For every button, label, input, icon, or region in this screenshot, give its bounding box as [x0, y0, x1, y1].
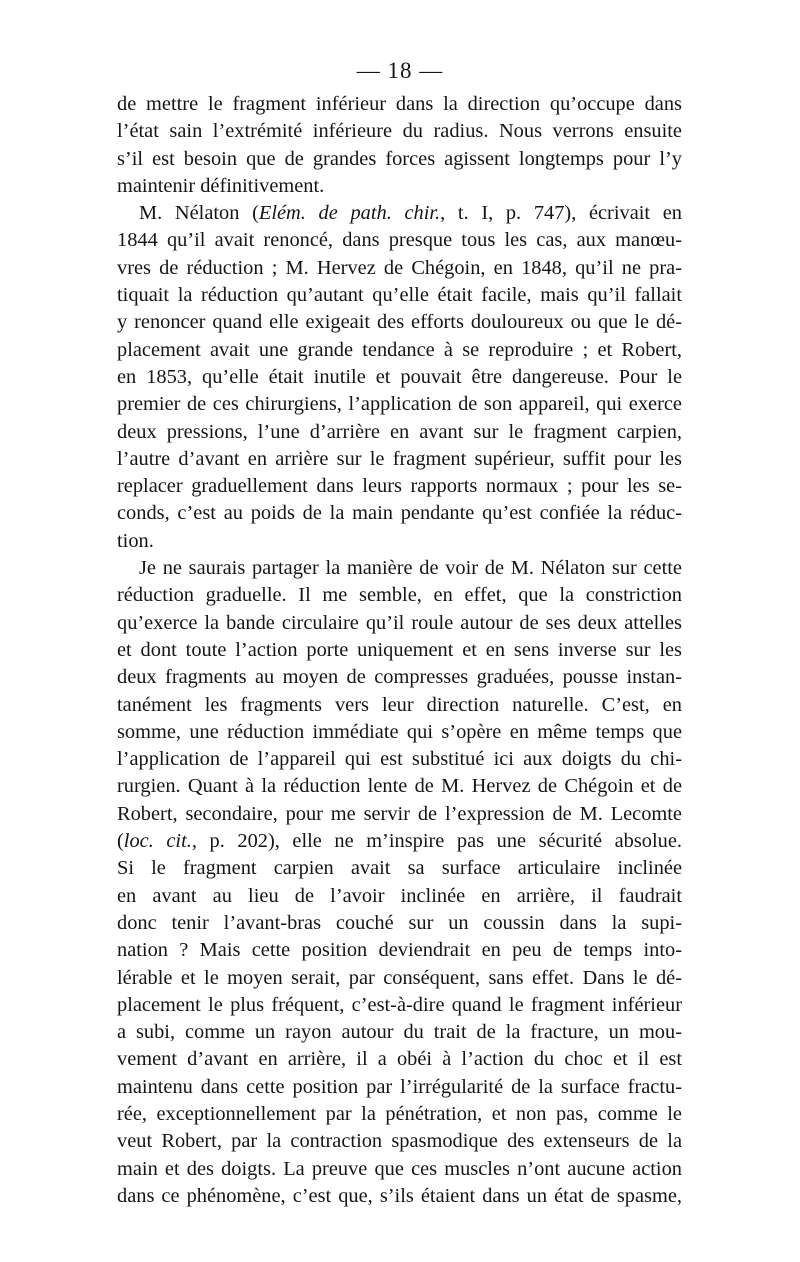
text-segment: somme, une réduction immédiate qui s’opère en même temps que — [117, 720, 682, 743]
text-line — [117, 992, 682, 1019]
text-segment: , t. I, p. 747), écrivait en — [440, 202, 682, 225]
text-line — [117, 364, 682, 391]
text-line — [117, 118, 682, 145]
text-segment: l’application de l’appareil qui est substitué ici aux doigts du chi- — [117, 748, 682, 771]
text-line — [117, 1101, 682, 1128]
text-line — [117, 391, 682, 418]
text-segment: maintenir définitivement. — [117, 174, 325, 197]
text-line — [117, 146, 682, 173]
text-segment: , p. 202), elle ne m’inspire pas une sécurité absolue. — [191, 830, 682, 853]
text-segment: s’il est besoin que de grandes forces agissent longtemps pour l’y — [117, 147, 682, 170]
text-line — [117, 1183, 682, 1210]
text-line — [117, 719, 682, 746]
text-line — [117, 801, 682, 828]
text-line — [117, 637, 682, 664]
text-segment: tanément les fragments vers leur direction naturelle. C’est, en — [117, 693, 682, 716]
text-segment: placement le plus fréquent, c’est-à-dire quand le fragment inférieur — [117, 993, 682, 1016]
text-line — [117, 555, 682, 582]
text-segment: rurgien. Quant à la réduction lente de M. Hervez de Chégoin et de — [117, 775, 682, 798]
text-segment: veut Robert, par la contraction spasmodique des extenseurs de la — [117, 1130, 682, 1153]
text-segment: l’autre d’avant en arrière sur le fragment supérieur, suffit pour les — [117, 447, 682, 470]
text-line — [117, 255, 682, 282]
text-line — [117, 828, 682, 855]
text-line — [117, 337, 682, 364]
text-segment: 1844 qu’il avait renoncé, dans presque tous les cas, aux manœu- — [117, 229, 682, 252]
text-line — [117, 610, 682, 637]
text-line — [117, 746, 682, 773]
text-segment: M. Nélaton ( — [139, 202, 259, 225]
text-line — [117, 773, 682, 800]
text-segment: lérable et le moyen serait, par conséquent, sans effet. Dans le dé- — [117, 966, 682, 989]
text-segment: premier de ces chirurgiens, l’application de son appareil, qui exerce — [117, 393, 682, 416]
text-line — [117, 173, 682, 200]
text-line — [117, 965, 682, 992]
text-segment: donc tenir l’avant-bras couché sur un coussin dans la supi- — [117, 911, 682, 934]
text-segment: maintenu dans cette position par l’irrégularité de la surface fractu- — [117, 1075, 682, 1098]
text-line — [117, 910, 682, 937]
text-line — [117, 937, 682, 964]
text-line — [117, 855, 682, 882]
text-segment: nation ? Mais cette position deviendrait en peu de temps into- — [117, 939, 682, 962]
text-line — [117, 309, 682, 336]
text-segment: replacer graduellement dans leurs rapports normaux ; pour les se- — [117, 475, 682, 498]
text-segment: Si le fragment carpien avait sa surface articulaire inclinée — [117, 857, 682, 880]
text-segment: tiquait la réduction qu’autant qu’elle était facile, mais qu’il fallait — [117, 284, 682, 307]
text-segment: tion. — [117, 529, 154, 552]
text-segment: a subi, comme un rayon autour du trait de la fracture, un mou- — [117, 1021, 682, 1044]
text-line — [117, 473, 682, 500]
page-number: — 18 — — [356, 58, 444, 83]
text-line — [117, 1046, 682, 1073]
text-segment: et dont toute l’action porte uniquement et en sens inverse sur les — [117, 638, 682, 661]
text-segment: Je ne saurais partager la manière de voir de M. Nélaton sur cette — [139, 557, 682, 580]
text-segment: ( — [117, 830, 124, 853]
text-segment: de mettre le fragment inférieur dans la direction qu’occupe dans — [117, 93, 682, 115]
text-segment: réduction graduelle. Il me semble, en effet, que la constriction — [117, 584, 682, 607]
text-segment: l’état sain l’extrémité inférieure du radius. Nous verrons ensuite — [117, 120, 682, 143]
text-line — [117, 419, 682, 446]
text-segment: Robert, secondaire, pour me servir de l’expression de M. Lecomte — [117, 802, 682, 825]
italic-citation: Elém. de path. chir. — [258, 202, 441, 225]
text-line — [117, 1156, 682, 1183]
text-segment: y renoncer quand elle exigeait des efforts douloureux ou que le dé- — [117, 311, 682, 334]
text-segment: rée, exceptionnellement par la pénétration, et non pas, comme le — [117, 1102, 682, 1125]
text-segment: qu’exerce la bande circulaire qu’il roule autour de ses deux attelles — [117, 611, 682, 634]
text-line — [117, 282, 682, 309]
text-segment: conds, c’est au poids de la main pendante qu’est confiée la réduc- — [117, 502, 682, 525]
text-line — [117, 1019, 682, 1046]
text-segment: en avant au lieu de l’avoir inclinée en arrière, il faudrait — [117, 884, 682, 907]
text-line — [117, 692, 682, 719]
text-segment: en 1853, qu’elle était inutile et pouvait être dangereuse. Pour le — [117, 365, 682, 388]
text-segment: vement d’avant en arrière, il a obéi à l’action du choc et il est — [117, 1048, 682, 1071]
text-segment: vres de réduction ; M. Hervez de Chégoin, en 1848, qu’il ne pra- — [117, 256, 682, 279]
text-line — [117, 446, 682, 473]
text-line — [117, 528, 682, 555]
text-line — [117, 91, 682, 118]
text-line — [117, 582, 682, 609]
body-text — [117, 91, 682, 1210]
text-line — [117, 1074, 682, 1101]
text-line — [117, 664, 682, 691]
text-line — [117, 500, 682, 527]
text-segment: dans ce phénomène, c’est que, s’ils étaient dans un état de spasme, — [117, 1184, 682, 1207]
text-line — [117, 200, 682, 227]
italic-citation: loc. cit. — [123, 830, 192, 853]
text-segment: deux fragments au moyen de compresses graduées, pousse instan- — [117, 666, 682, 689]
text-segment: placement avait une grande tendance à se reproduire ; et Robert, — [117, 338, 682, 361]
text-line — [117, 1128, 682, 1155]
text-segment: deux pressions, l’une d’arrière en avant sur le fragment carpien, — [117, 420, 682, 443]
text-line — [117, 883, 682, 910]
text-line — [117, 227, 682, 254]
text-segment: main et des doigts. La preuve que ces muscles n’ont aucune action — [117, 1157, 682, 1180]
